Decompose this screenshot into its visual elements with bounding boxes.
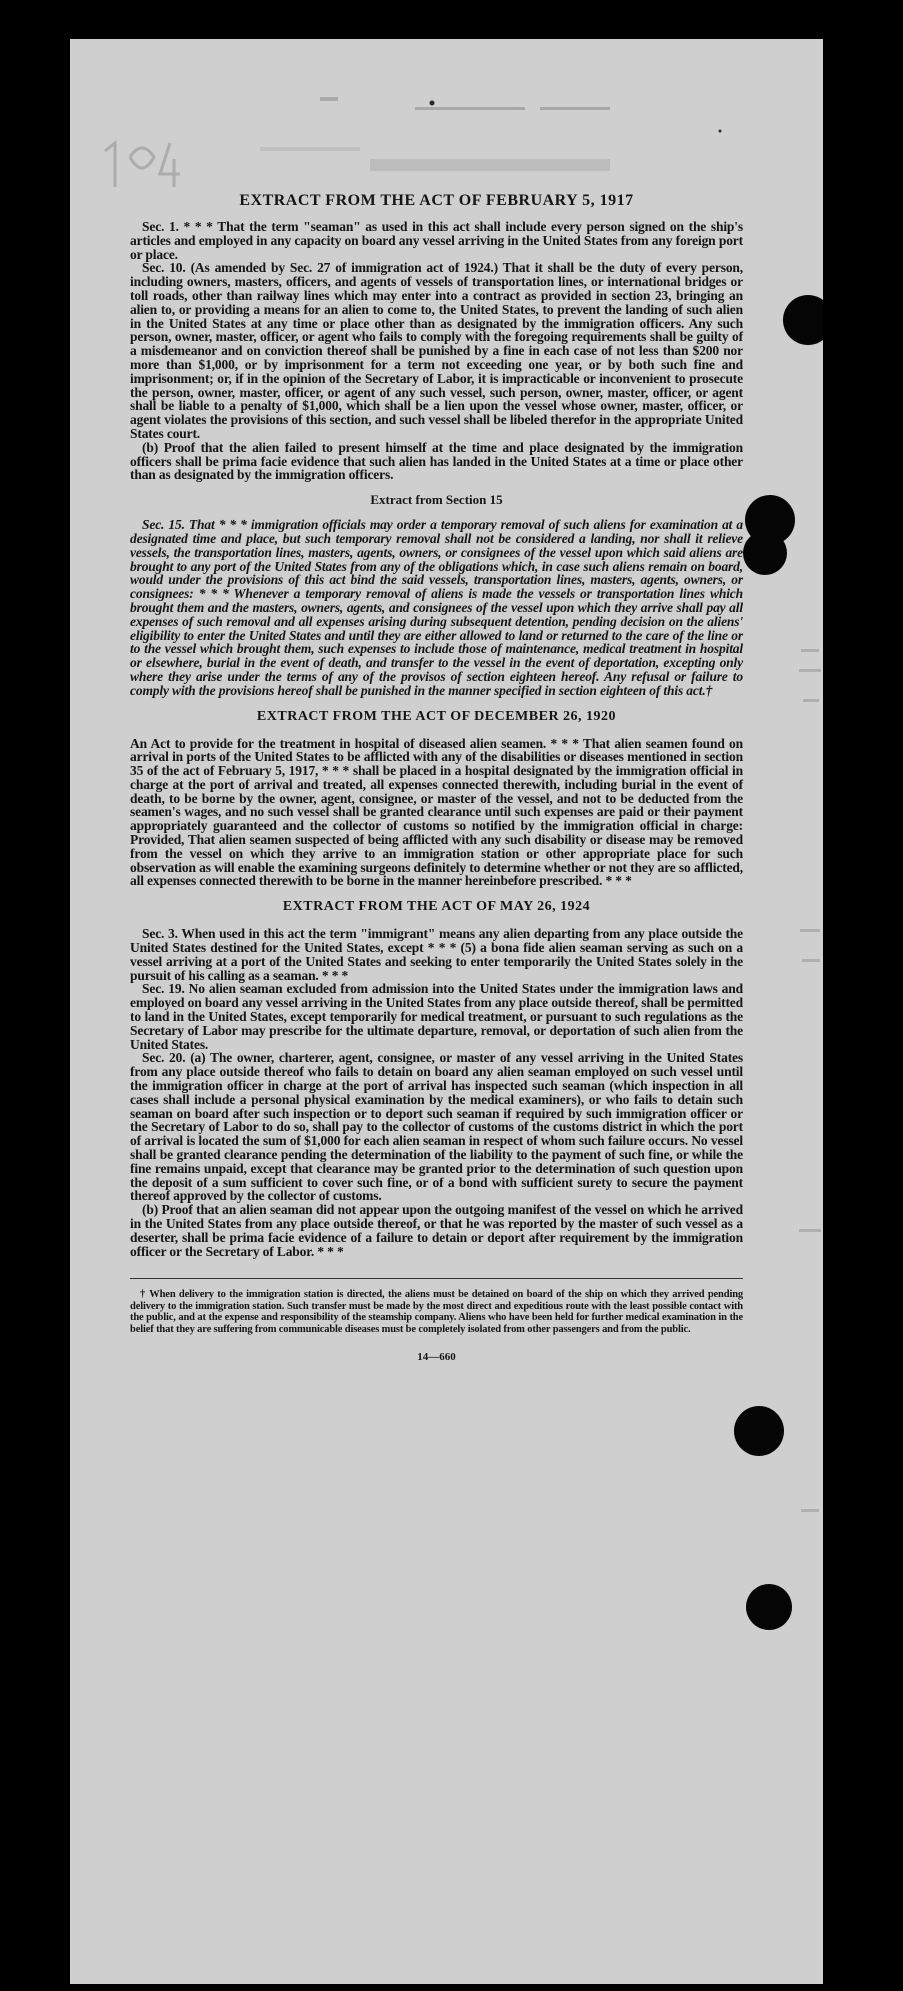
punch-hole — [783, 295, 823, 345]
sec-10b-paragraph: (b) Proof that the alien failed to present himself at the time and place designated by the immigration officers shall be prima facie evidence that such alien has landed in the United States at a time or place other than as designated by the immigration officers. — [130, 439, 743, 483]
punch-hole — [743, 531, 787, 575]
section-heading-dec-1920: EXTRACT FROM THE ACT OF DECEMBER 26, 1920 — [256, 708, 617, 724]
act-1920-paragraph: An Act to provide for the treatment in hospital of diseased alien seamen. * * * That alien seamen found on arrival in ports of the United States to be afflicted with any of the disabilities or diseases mentioned in section 35 of the act of February 5, 1917, * * * shall be placed in a hospital designated by the immigration official in charge at the port of arrival and treated, all expenses connected therewith, including burial in the event of death, to be borne by the owner, agent, consignee, or master of the vessel, and not to be deducted from the seamen's wages, and no such vessel shall be granted clearance until such expenses are paid or their payment appropriately guaranteed and the collector of customs so notified by the immigration official in charge: Provided, That alien seamen suspected of being afflicted with any such disability or disease may be removed from the vessel on which they arrive to an immigration station or other appropriate place for such observation as will enable the examining surgeons definitely to determine whether or not they are so afflicted, all expenses connected therewith to be borne in the manner hereinbefore prescribed. * * * — [130, 735, 743, 889]
footnote: † When delivery to the immigration station is directed, the aliens must be detained on board of the ship on which they arrived pending delivery to the immigration station. Such transfer must be made by the most direct and expeditious route with the least possible contact with the public, and at the expense and responsibility of the steamship company. Aliens who have been held for further medical examination in the belief that they are suffering from communicable diseases must be completely isolated from other passengers and from the public. — [130, 1289, 743, 1335]
sec-15-paragraph: Sec. 15. That * * * immigration officials may order a temporary removal of such aliens for examination at a designated time and place, but such temporary removal shall not be considered a landing, nor shall it relieve vessels, the transportation lines, masters, agents, owners, or consignees of the vessel upon which said aliens are brought to any port of the United States from any of the obligations which, in case such aliens remain on board, would under the provisions of this act bind the said vessels, transportation lines, masters, agents, owners, or consignees: * * * Whenever a temporary removal of aliens is made the vessels or transportation lines which brought them and the masters, owners, agents, and consignees of the vessel upon which they arrive shall pay all expenses of such removal and all expenses arising during subsequent detention, pending decision on the aliens' eligibility to enter the United States and until they are either allowed to land or returned to the care of the line or to the vessel which brought them, such expenses to include those of maintenance, medical treatment in hospital or elsewhere, burial in the event of death, and transfer to the vessel in the event of deportation, excepting only where they arise under the terms of any of the provisos of section eighteen hereof. Any refusal or failure to comply with the provisions hereof shall be punished in the manner specified in section eighteen of this act.† — [130, 517, 743, 698]
section-heading-feb-1917: EXTRACT FROM THE ACT OF FEBRUARY 5, 1917 — [239, 192, 634, 209]
sec-3-paragraph: Sec. 3. When used in this act the term "immigrant" means any alien departing from any place outside the United States destined for the United States, except * * * (5) a bona fide alien seaman serving as such on a vessel arriving at a port of the United States and seeking to enter temporarily the United States solely in the pursuit of his calling as a seaman. * * * — [130, 926, 743, 983]
section-heading-may-1924: EXTRACT FROM THE ACT OF MAY 26, 1924 — [282, 899, 591, 915]
sec-20b-paragraph: (b) Proof that an alien seaman did not appear upon the outgoing manifest of the vessel on which he arrived in the United States from any place outside thereof, or that he was reported by the master of such vessel as a deserter, shall be prima facie evidence of a failure to detain or deport after requirement by the immigration officer or the Secretary of Labor. * * * — [130, 1202, 743, 1259]
sec-1-paragraph: Sec. 1. * * * That the term "seaman" as used in this act shall include every person signed on the ship's articles and employed in any capacity on board any vessel arriving in the United States from any foreign port or place. — [130, 219, 743, 262]
sec-19-paragraph: Sec. 19. No alien seaman excluded from admission into the United States under the immigration laws and employed on board any vessel arriving in the United States from any place outside thereof, shall be permitted to land in the United States, except temporarily for medical treatment, or pursuant to such regulations as the Secretary of Labor may prescribe for the ultimate departure, removal, or deportation of such alien from the United States. — [130, 981, 743, 1052]
bleed-through-marks — [70, 39, 823, 189]
sec-10-paragraph: Sec. 10. (As amended by Sec. 27 of immigration act of 1924.) That it shall be the duty of every person, including owners, masters, officers, and agents of vessels of transportation lines, or international bridges or toll roads, other than railway lines which may enter into a contract as provided in section 23, bringing an alien to, or providing a means for an alien to come to, the United States, to prevent the landing of such alien in the United States at any time or place other than as designated by the immigration officers. Any such person, owner, master, officer, or agent who fails to comply with the foregoing requirements shall be guilty of a misdemeanor and on conviction thereof shall be punished by a fine in each case of not less than $200 nor more than $1,000, or by imprisonment for a term not exceeding one year, or by both such fine and imprisonment; or, if in the opinion of the Secretary of Labor, it is impracticable or inconvenient to prosecute the person, owner, master, officer, or agent of any such vessel, such person, owner, master, officer, or agent shall be liable to a penalty of $1,000, which shall be a lien upon the vessel whose owner, master, officer, or agent violates the provisions of this section, and such vessel shall be libeled therefor in the appropriate United States court. — [130, 260, 743, 441]
bleed-through-margin — [797, 229, 823, 1929]
document-page — [70, 39, 823, 1984]
punch-hole — [746, 1584, 792, 1630]
footnote-divider — [130, 1278, 743, 1279]
section-heading-sec-15: Extract from Section 15 — [370, 492, 503, 508]
punch-hole — [734, 1406, 784, 1456]
sec-20a-paragraph: Sec. 20. (a) The owner, charterer, agent, consignee, or master of any vessel arriving in the United States from any place outside thereof who fails to detain on board any alien seaman employed on such vessel until the immigration officer in charge at the port of arrival has inspected such seaman (which inspection in all cases shall include a personal physical examination by the medical examiners), or who fails to detain such seaman on board after such inspection or to deport such seaman if required by such immigration officer or the Secretary of Labor to do so, shall pay to the collector of customs of the customs district in which the port of arrival is located the sum of $1,000 for each alien seaman in respect of whom such failure occurs. No vessel shall be granted clearance pending the determination of the liability to the payment of such fine, or while the fine remains unpaid, except that clearance may be granted prior to the determination of such question upon the deposit of a sum sufficient to cover such fine, or of a bond with sufficient surety to secure the payment thereof approved by the collector of customs. — [130, 1050, 743, 1204]
document-body — [130, 191, 743, 1363]
page-code: 14—660 — [417, 1351, 456, 1364]
